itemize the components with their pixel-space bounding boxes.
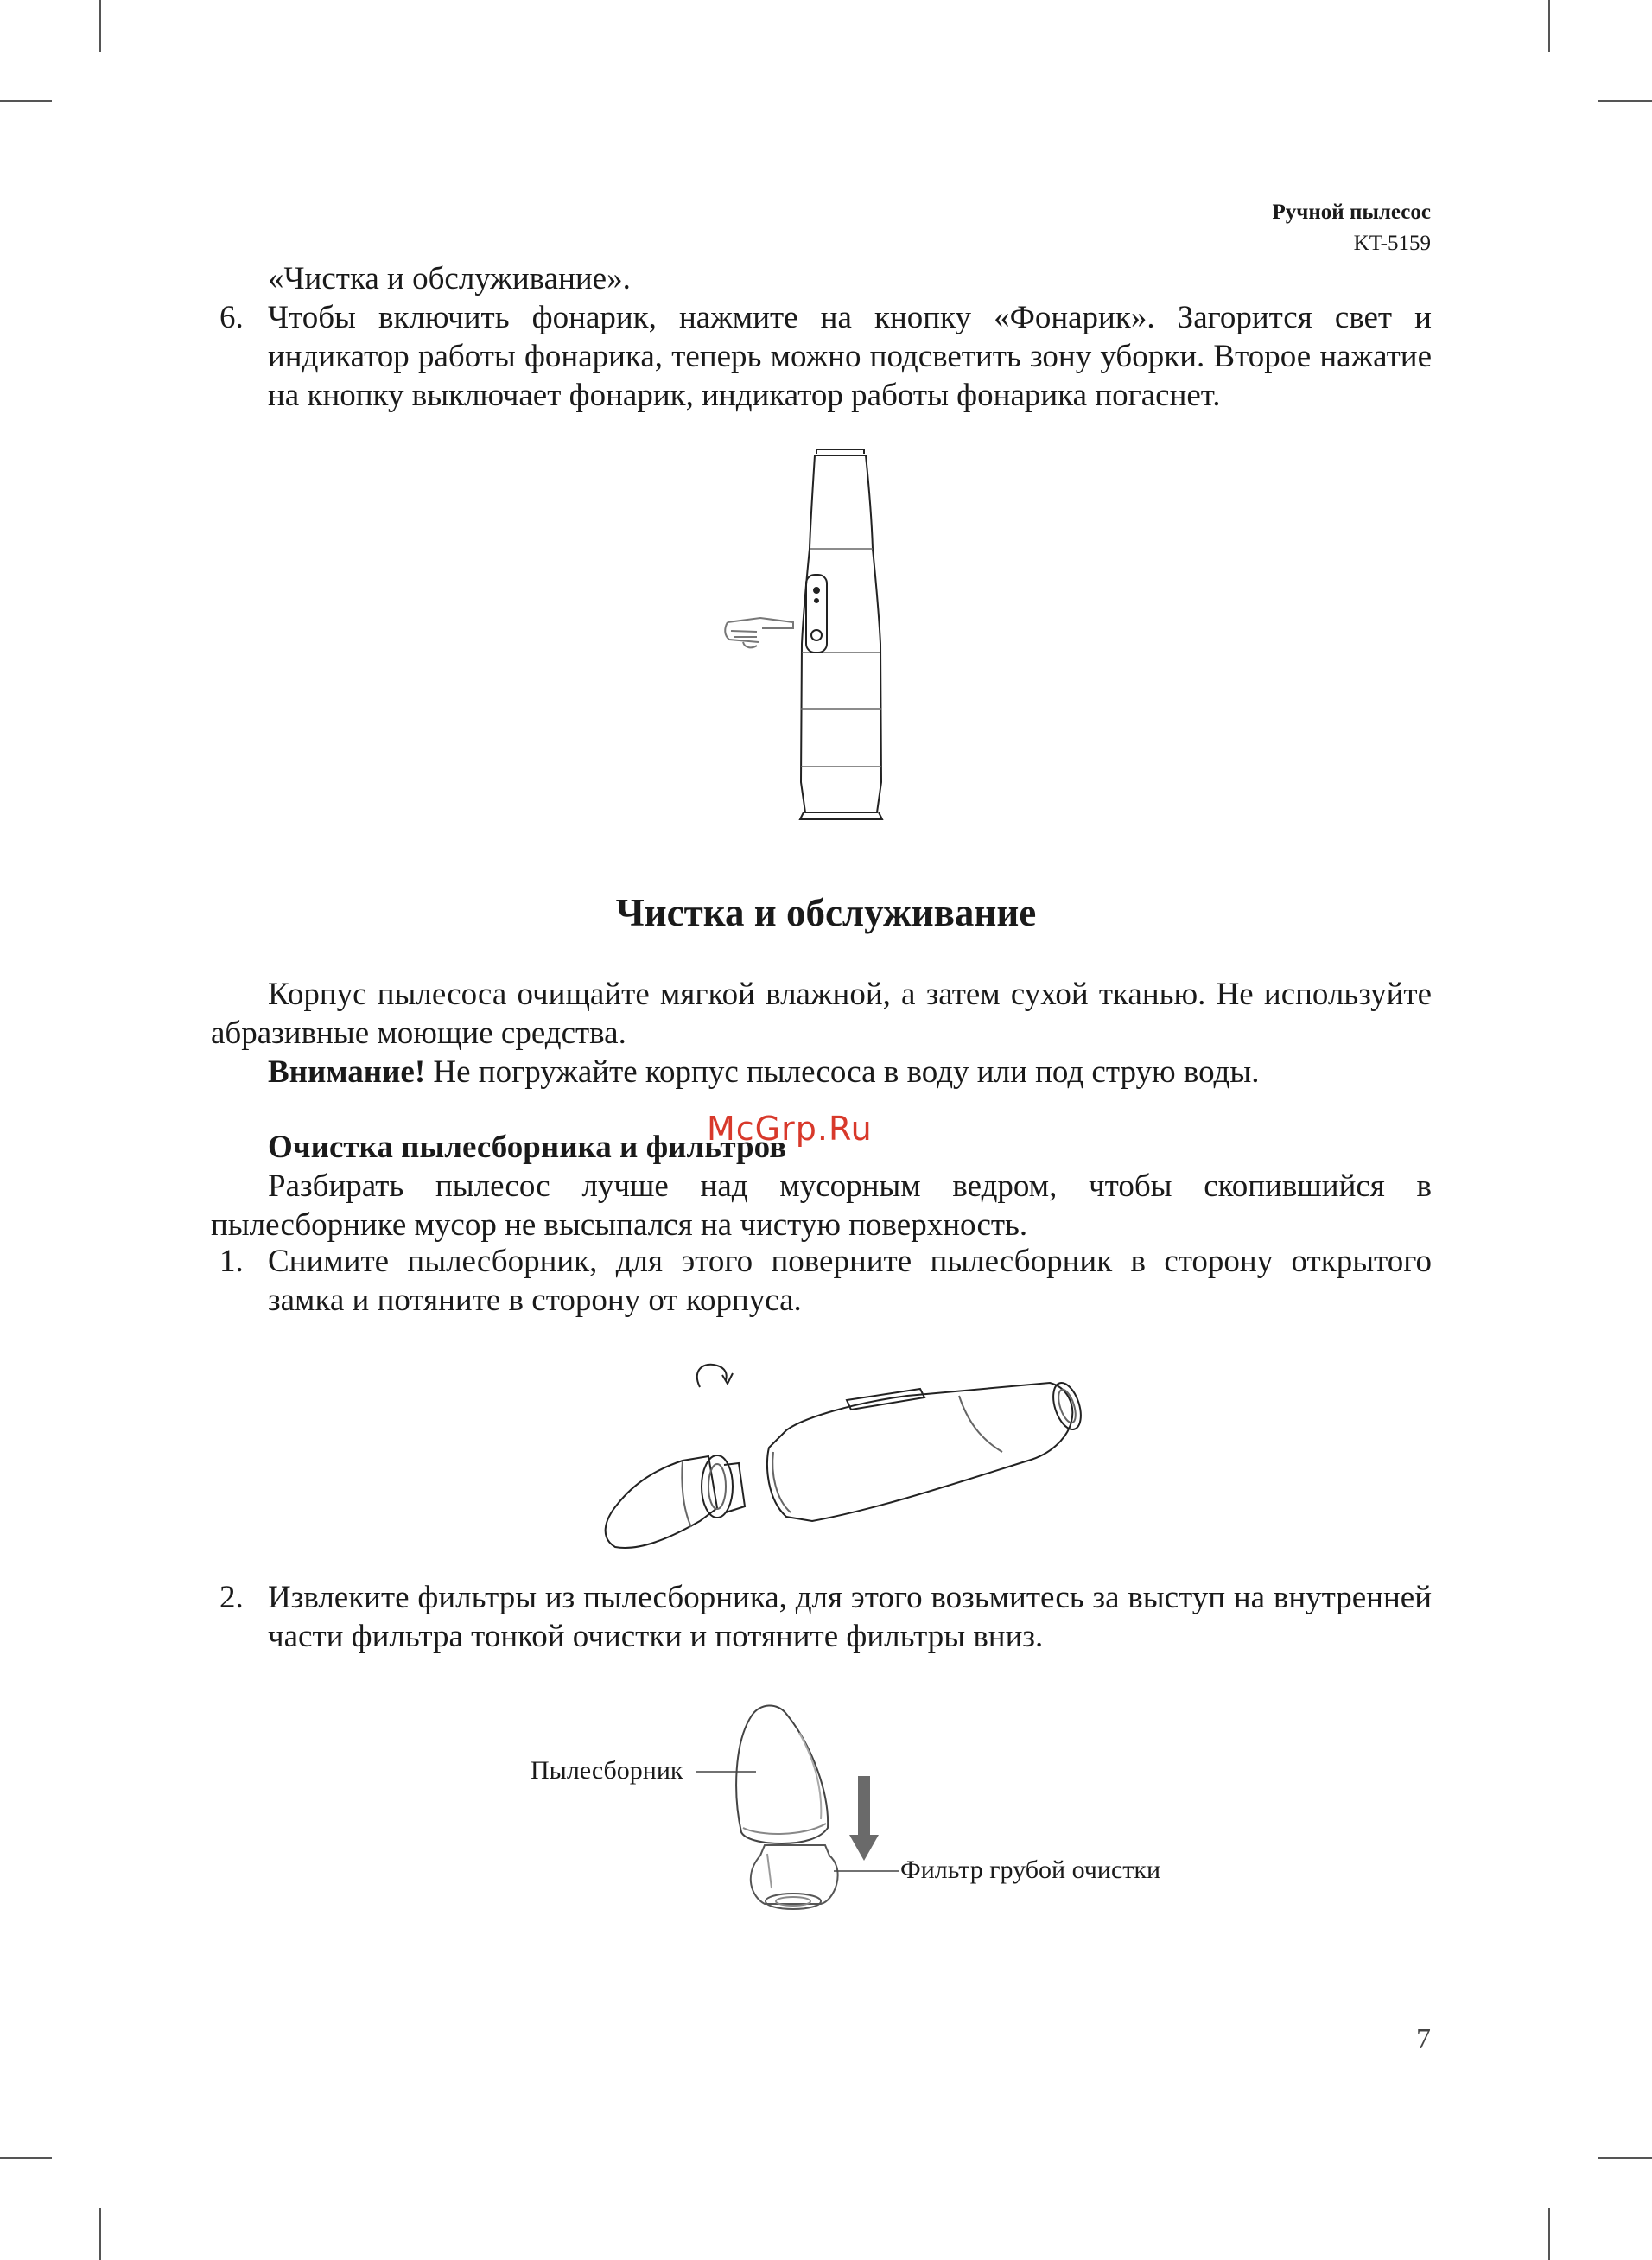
list-text: Извлеките фильтры из пылесборника, для этого возьмитесь за выступ на внутренней части фильтра тонкой очистки и потяните фильтры вниз. bbox=[268, 1580, 1432, 1654]
watermark: McGrp.Ru bbox=[707, 1110, 873, 1148]
warning-paragraph bbox=[211, 1053, 1432, 1092]
vacuum-upright-illustration bbox=[717, 445, 890, 825]
filter-extraction-illustration bbox=[691, 1698, 916, 1923]
page-number: 7 bbox=[1416, 2023, 1431, 2055]
running-header bbox=[1273, 197, 1431, 259]
list-number: 6. bbox=[219, 300, 244, 335]
list-number: 1. bbox=[219, 1244, 244, 1279]
crop-mark bbox=[99, 0, 101, 52]
list-item-2 bbox=[211, 1578, 1432, 1656]
list-item-1 bbox=[211, 1242, 1432, 1320]
label-dust-container: Пылесборник bbox=[531, 1756, 683, 1785]
warning-text: Не погружайте корпус пылесоса в воду или под струю воды. bbox=[425, 1054, 1260, 1090]
list-item-6 bbox=[211, 298, 1432, 415]
header-model: KT-5159 bbox=[1353, 232, 1431, 255]
crop-mark bbox=[0, 2157, 52, 2159]
list-text: Снимите пылесборник, для этого поверните пылесборник в сторону открытого замка и потяните в сторону от корпуса. bbox=[268, 1244, 1432, 1318]
crop-mark bbox=[1598, 100, 1652, 102]
header-title: Ручной пылесос bbox=[1272, 201, 1431, 224]
crop-mark bbox=[0, 100, 52, 102]
list-text: Чтобы включить фонарик, нажмите на кнопку «Фонарик». Загорится свет и индикатор работы фонарика, теперь можно подсветить зону уборки. Второе нажатие на кнопку выключает фонарик, индикатор работы фонарика погаснет. bbox=[268, 300, 1432, 413]
list-number: 2. bbox=[219, 1580, 244, 1615]
crop-mark bbox=[1548, 0, 1550, 52]
crop-mark bbox=[99, 2208, 101, 2260]
crop-mark bbox=[1598, 2157, 1652, 2159]
intro-paragraph: Разбирать пылесос лучше над мусорным ведром, чтобы скопившийся в пылесборнике мусор не высыпался на чистую поверхность. bbox=[211, 1168, 1432, 1243]
section-title: Чистка и обслуживание bbox=[615, 891, 1037, 934]
subsection-title: Очистка пылесборника и фильтров bbox=[268, 1130, 787, 1165]
label-coarse-filter: Фильтр грубой очистки bbox=[900, 1856, 1160, 1884]
dust-container-removal-illustration bbox=[596, 1335, 1097, 1560]
warning-label: Внимание! bbox=[268, 1054, 426, 1090]
crop-mark bbox=[1548, 2208, 1550, 2260]
care-paragraph: Корпус пылесоса очищайте мягкой влажной, а затем сухой тканью. Не используйте абразивные моющие средства. bbox=[211, 977, 1432, 1051]
continuation-text: «Чистка и обслуживание». bbox=[268, 261, 631, 296]
